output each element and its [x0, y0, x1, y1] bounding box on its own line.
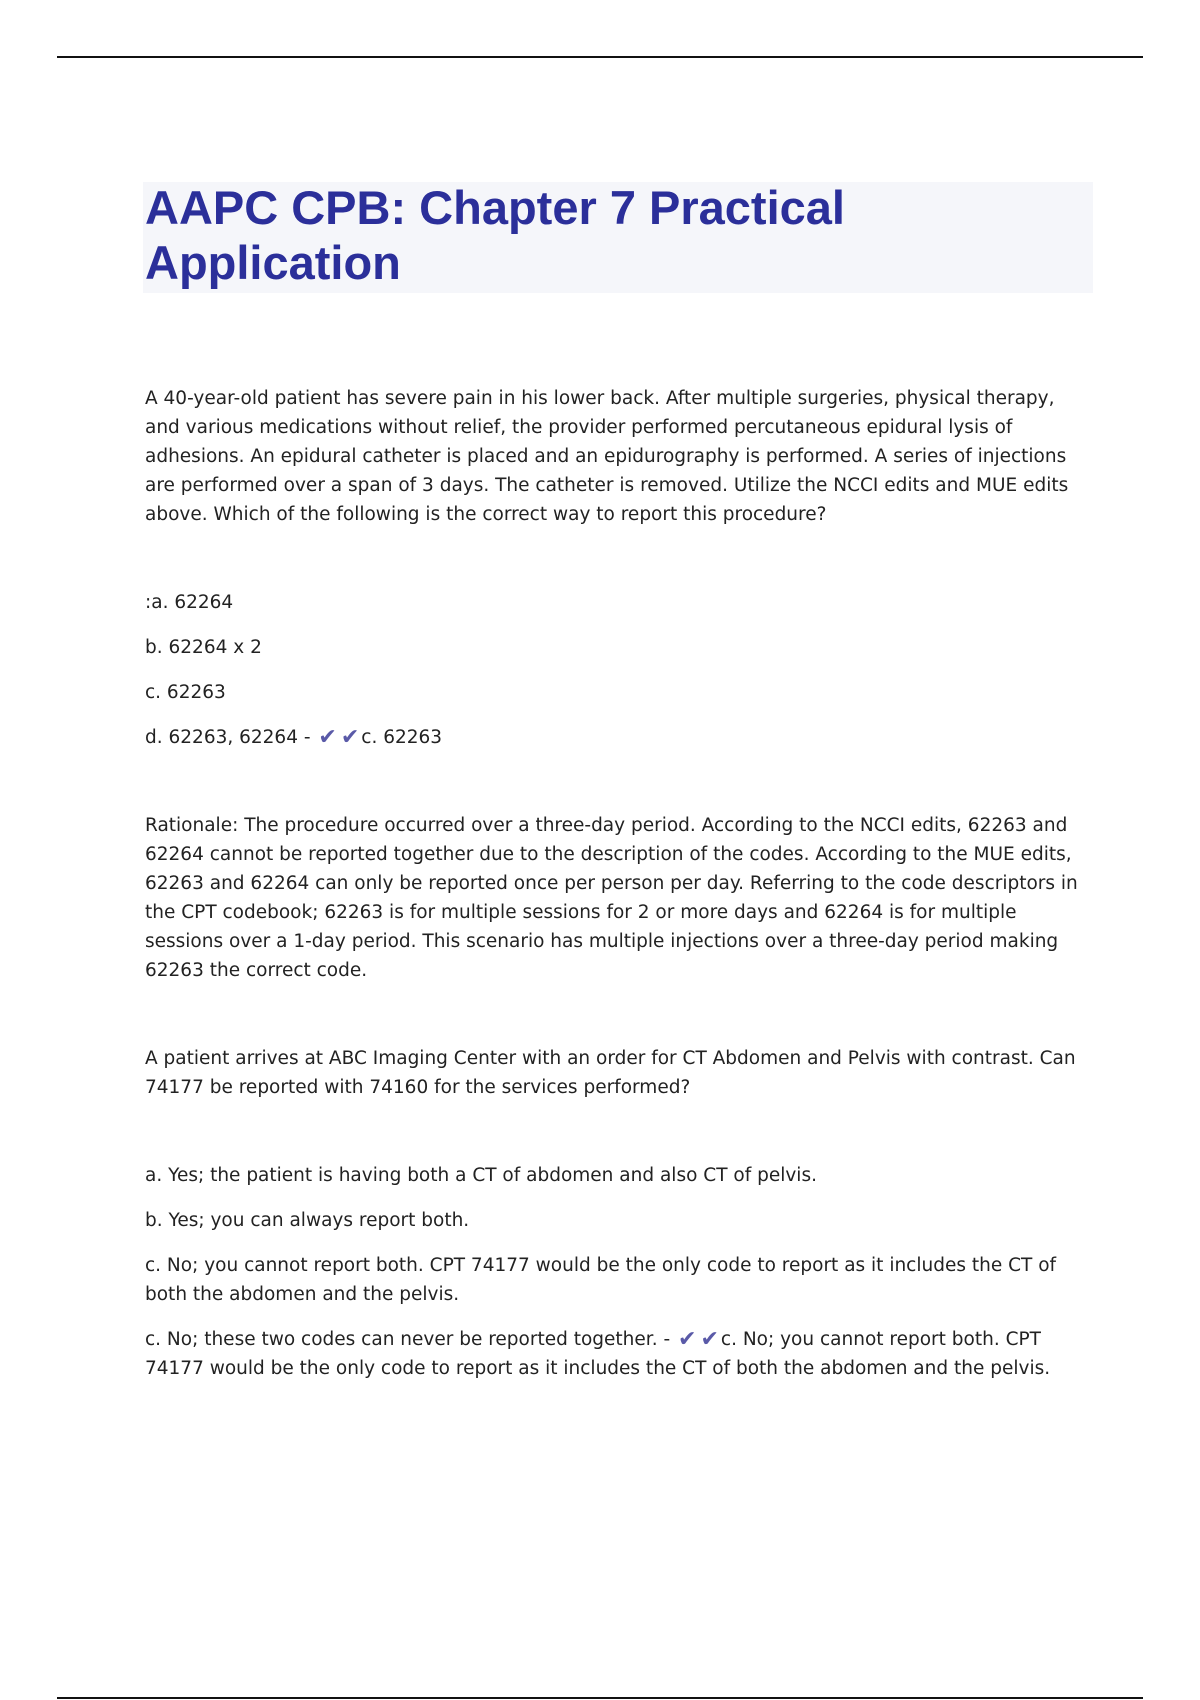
question-2-answer-line: [145, 1325, 1095, 1383]
question-1-option-c: c. 62263: [145, 682, 226, 703]
check-icon: ✔: [678, 1327, 697, 1352]
question-2-option-b: b. Yes; you can always report both.: [145, 1210, 470, 1231]
page-title: AAPC CPB: Chapter 7 Practical Application: [145, 181, 845, 289]
question-1-rationale: Rationale: The procedure occurred over a three-day period. According to the NCCI edits, 62263 and 62264 cannot be reported together due to the description of the codes. According to the MUE edits, 62263 and 62264 can only be reported once per person per day. Referring to the code descriptors in the CPT codebook; 62263 is for multiple sessions for 2 or more days and 62264 is for multiple sessions over a 1-day period. This scenario has multiple injections over a three-day period making 62263 the correct code.: [145, 815, 1078, 981]
bottom-rule: [57, 1697, 1143, 1699]
question-2-prompt: A patient arrives at ABC Imaging Center with an order for CT Abdomen and Pelvis with contrast. Can 74177 be reported with 74160 for the services performed?: [145, 1048, 1076, 1098]
question-2-option-d: c. No; these two codes can never be reported together. -: [145, 1329, 671, 1350]
check-icon: ✔: [340, 725, 360, 750]
question-1-option-d: d. 62263, 62264 -: [145, 727, 311, 748]
check-icon: ✔: [700, 1327, 719, 1352]
top-rule: [57, 56, 1143, 58]
question-1-answer-line: [145, 723, 1095, 752]
question-2-option-c: c. No; you cannot report both. CPT 74177 would be the only code to report as it includes the CT of both the abdomen and the pelvis.: [145, 1255, 1057, 1305]
document-body: [145, 384, 1095, 1399]
question-2-option-a: a. Yes; the patient is having both a CT of abdomen and also CT of pelvis.: [145, 1165, 817, 1186]
question-1-answer: c. 62263: [361, 727, 443, 748]
question-1-option-b: b. 62264 x 2: [145, 637, 262, 658]
question-1-option-a: :a. 62264: [145, 592, 234, 613]
question-2-answer: c. No; you cannot report both. CPT 74177 would be the only code to report as it includes the CT of both the abdomen and the pelvis.: [145, 1329, 1051, 1379]
question-1-prompt: A 40-year-old patient has severe pain in his lower back. After multiple surgeries, physical therapy, and various medications without relief, the provider performed percutaneous epidural lysis of adhesions. An epidural catheter is placed and an epidurography is performed. A series of injections are performed over a span of 3 days. The catheter is removed. Utilize the NCCI edits and MUE edits above. Which of the following is the correct way to report this procedure?: [145, 388, 1069, 525]
check-icon: ✔: [318, 725, 337, 750]
